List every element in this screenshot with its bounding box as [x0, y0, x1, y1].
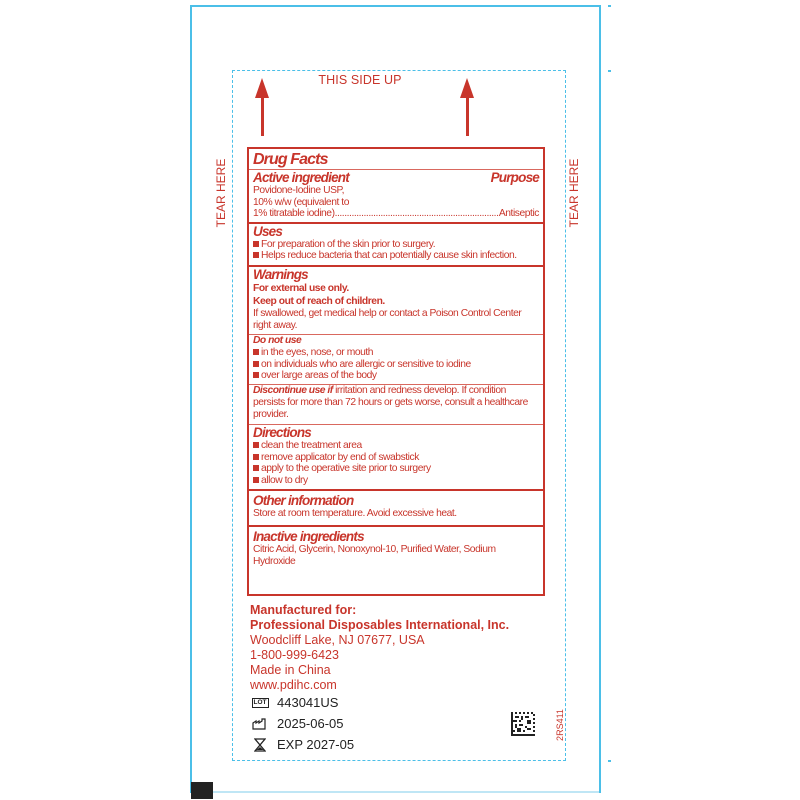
lot-number: 443041US — [277, 695, 339, 710]
factory-icon — [251, 718, 269, 730]
manufacturer-block — [250, 603, 509, 693]
drug-facts-title: Drug Facts — [253, 151, 328, 168]
drug-facts-panel — [247, 147, 545, 596]
purpose-heading: Purpose — [490, 170, 539, 185]
drug-facts-header — [249, 149, 543, 169]
arrow-up-icon — [460, 78, 474, 136]
purpose-value: Antiseptic — [498, 208, 539, 220]
arrow-up-icon — [255, 78, 269, 136]
list-item: in the eyes, nose, or mouth — [253, 347, 539, 359]
uses-section — [249, 222, 543, 265]
other-information-text: Store at room temperature. Avoid excessive heat. — [253, 508, 457, 520]
registration-tick — [608, 70, 611, 72]
manufactured-for-label: Manufactured for: — [250, 603, 357, 617]
lot-icon: LOT — [253, 698, 267, 706]
active-ingredient-section — [249, 169, 543, 222]
active-ingredient-heading: Active ingredient — [253, 170, 349, 185]
list-item: clean the treatment area — [253, 440, 539, 452]
tear-here-right[interactable]: TEAR HERE — [567, 158, 581, 228]
list-item: allow to dry — [253, 475, 539, 487]
this-side-up-label: THIS SIDE UP — [318, 73, 402, 87]
lot-row — [251, 695, 338, 710]
manufacture-date-row — [251, 716, 344, 731]
manufacturer-address: Woodcliff Lake, NJ 07677, USA — [250, 633, 425, 647]
discontinue-section — [249, 384, 543, 424]
do-not-use-heading: Do not use — [253, 335, 302, 347]
do-not-use-section — [249, 334, 543, 384]
swallowed-warning: If swallowed, get medical help or contact a Poison Control Center right away. — [253, 307, 522, 331]
list-item: over large areas of the body — [253, 370, 539, 382]
expiry-date: EXP 2027-05 — [277, 737, 355, 752]
registration-mark — [191, 782, 213, 799]
hourglass-icon — [251, 739, 269, 751]
list-item: remove applicator by end of swabstick — [253, 452, 539, 464]
country-of-origin: Made in China — [250, 663, 331, 677]
manufacturer-name: Professional Disposables International, Inc. — [250, 618, 510, 632]
discontinue-lead: Discontinue use if — [253, 384, 333, 396]
list-item: on individuals who are allergic or sensitive to iodine — [253, 359, 539, 371]
list-item: apply to the operative site prior to surgery — [253, 463, 539, 475]
uses-heading: Uses — [253, 223, 283, 239]
list-item: For preparation of the skin prior to surgery. — [253, 239, 539, 251]
directions-heading: Directions — [253, 424, 312, 440]
warnings-heading: Warnings — [253, 266, 308, 282]
tear-here-left[interactable]: TEAR HERE — [214, 158, 228, 228]
children-warning: Keep out of reach of children. — [253, 295, 385, 307]
ingredient-line: Povidone-Iodine USP, — [253, 185, 344, 196]
manufacturer-website[interactable]: www.pdihc.com — [250, 678, 337, 692]
ingredient-line: 1% titratable iodine) — [253, 208, 335, 220]
directions-section — [249, 424, 543, 489]
expiry-row — [251, 737, 354, 752]
list-item: Helps reduce bacteria that can potentially cause skin infection. — [253, 250, 539, 262]
manufacturer-phone: 1-800-999-6423 — [250, 648, 339, 662]
other-information-heading: Other information — [253, 493, 354, 509]
product-code: 2RS411 — [555, 709, 565, 741]
external-use-warning: For external use only. — [253, 282, 349, 294]
other-information-section — [249, 489, 543, 525]
warnings-section — [249, 265, 543, 334]
datamatrix-barcode-icon — [511, 712, 535, 736]
ingredient-line: 10% w/w (equivalent to — [253, 196, 349, 208]
discontinue-text: irritation and redness develop. If condition persists for more than 72 hours or gets worse, consult a healthcare provider. — [253, 384, 528, 420]
inactive-ingredients-text: Citric Acid, Glycerin, Nonoxynol-10, Purified Water, Sodium Hydroxide — [253, 543, 496, 567]
inactive-ingredients-heading: Inactive ingredients — [253, 528, 364, 544]
inactive-ingredients-section — [249, 525, 543, 567]
leader-dots — [335, 208, 499, 220]
manufacture-date: 2025-06-05 — [277, 716, 344, 731]
registration-tick — [608, 5, 611, 7]
registration-tick — [608, 760, 611, 762]
